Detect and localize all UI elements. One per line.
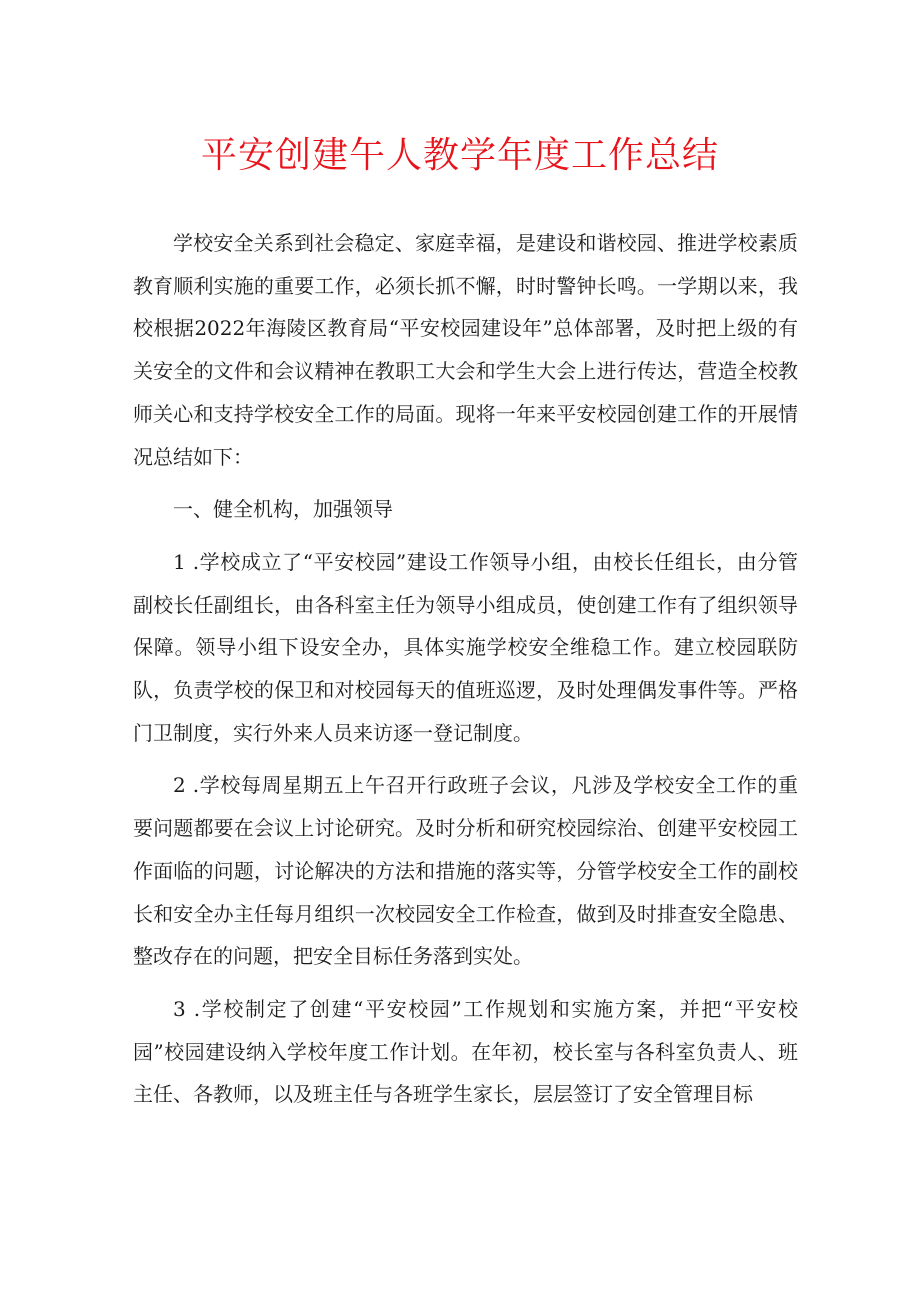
paragraph-item-2: 2 .学校每周星期五上午召开行政班子会议，凡涉及学校安全工作的重要问题都要在会议上讨论研究。及时分析和研究校园综治、创建平安校园工作面临的问题，讨论解决的方法和措施的落实等，分管学校安全工作的副校长和安全办主任每月组织一次校园安全工作检查，做到及时排查安全隐患、整改存在的问题，把安全目标任务落到实处。 bbox=[133, 773, 798, 969]
paragraph-item-1: 1 .学校成立了“平安校园”建设工作领导小组，由校长任组长，由分管副校长任副组长，由各科室主任为领导小组成员，使创建工作有了组织领导保障。领导小组下设安全办，具体实施学校安全维稳工作。建立校园联防队，负责学校的保卫和对校园每天的值班巡逻，及时处理偶发事件等。严格门卫制度，实行外来人员来访逐一登记制度。 bbox=[133, 549, 798, 745]
intro-paragraph: 学校安全关系到社会稳定、家庭幸福，是建设和谐校园、推进学校素质教育顺利实施的重要工作，必须长抓不懈，时时警钟长鸣。一学期以来，我校根据2022年海陵区教育局“平安校园建设年”总体部署，及时把上级的有关安全的文件和会议精神在教职工大会和学生大会上进行传达，营造全校教师关心和支持学校安全工作的局面。现将一年来平安校园创建工作的开展情况总结如下： bbox=[133, 231, 798, 469]
paragraph-item-3: 3 .学校制定了创建“平安校园”工作规划和实施方案，并把“平安校园”校园建设纳入学校年度工作计划。在年初，校长室与各科室负责人、班主任、各教师，以及班主任与各班学生家长，层层签订了安全管理目标 bbox=[133, 996, 798, 1107]
document-body bbox=[133, 222, 798, 1116]
section-heading-1: 一、健全机构，加强领导 bbox=[173, 497, 393, 522]
document-title: 平安创建午人教学年度工作总结 bbox=[200, 135, 719, 176]
